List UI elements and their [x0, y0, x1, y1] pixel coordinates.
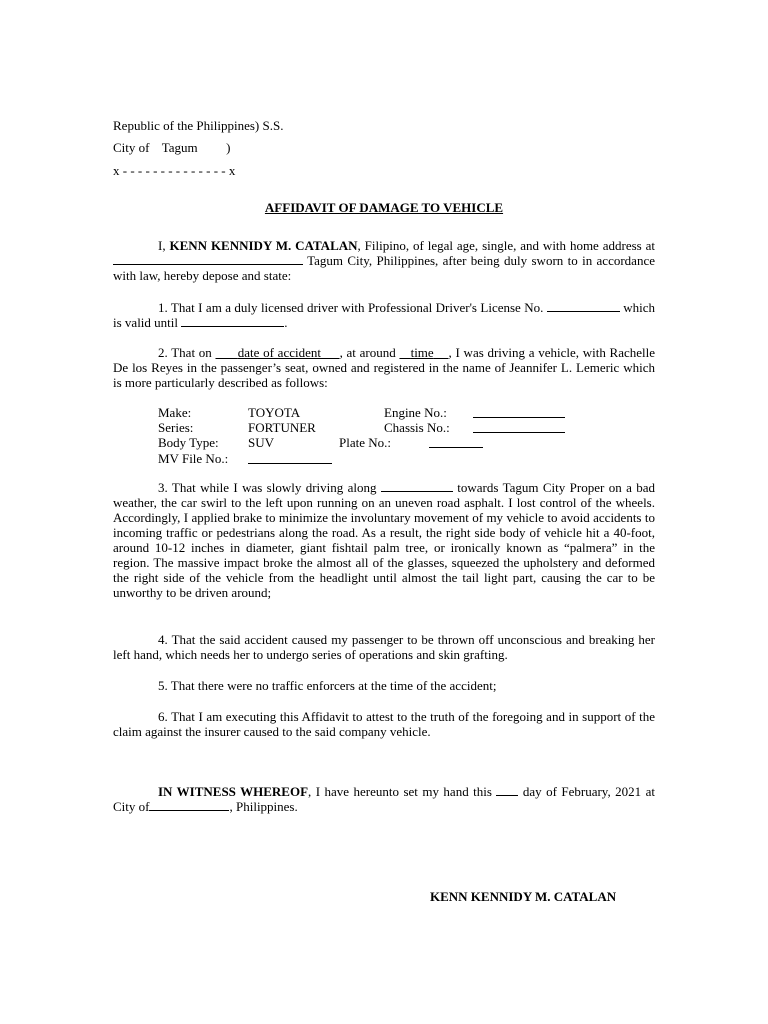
mv-file-blank — [248, 463, 332, 464]
paragraph-2 — [113, 345, 655, 390]
paragraph-4: 4. That the said accident caused my passenger to be thrown off unconscious and breaking her left hand, which needs her to undergo series of operations and skin grafting. — [113, 632, 655, 662]
road-blank — [381, 480, 453, 492]
city-close: ) — [226, 140, 231, 155]
paragraph-6: 6. That I am executing this Affidavit to attest to the truth of the foregoing and in support of the claim against the insurer caused to the said company vehicle. — [113, 709, 655, 739]
mv-file-label: MV File No.: — [158, 451, 229, 466]
document-title: AFFIDAVIT OF DAMAGE TO VEHICLE — [264, 200, 504, 215]
date-of-accident-field — [215, 345, 339, 360]
signature-name: KENN KENNIDY M. CATALAN — [430, 889, 617, 904]
license-no-blank — [547, 300, 620, 312]
intro-mid: , Filipino, of legal age, single, and with home address at — [357, 238, 655, 253]
intro-post: Tagum City, Philippines, after being duly sworn to in accordance with law, hereby depose and state: — [113, 253, 655, 283]
engine-label: Engine No.: — [384, 405, 447, 420]
body-type-label: Body Type: — [158, 435, 219, 450]
para2-post: , I was driving a vehicle, with Rachelle De los Reyes in the passenger’s seat, owned and registered in the name of Jeannifer L. Lemeric which is more particularly described as follows: — [113, 345, 656, 390]
engine-blank — [473, 417, 565, 418]
chassis-label: Chassis No.: — [384, 420, 450, 435]
para2-pre: 2. That on — [158, 345, 216, 360]
city-value: Tagum — [161, 140, 198, 155]
witness-post: , Philippines. — [229, 799, 298, 814]
para3-post: towards Tagum City Proper on a bad weather, the car swirl to the left upon running on an uneven road asphalt. I lost control of the wheels. Accordingly, I applied brake to minimize the involuntary movement of my vehicle to avoid accidents to incoming traffic or pedestrians along the road. As a result, the right side body of vehicle hit a 40-foot, around 10-12 inches in diameter, giant fishtail palm tree, or ironically known as “palmera” in the region. The massive impact broke the almost all of the glasses, squeezed the upholstery and deformed the right side of the vehicle from the headlight until almost the tail light part, causing the car to be unworthy to be driven around; — [113, 480, 655, 600]
affiant-name: KENN KENNIDY M. CATALAN — [169, 238, 358, 253]
intro-pre: I, — [158, 238, 170, 253]
make-label: Make: — [158, 405, 192, 420]
para1-mid: which is valid until — [113, 300, 655, 330]
plate-blank — [429, 447, 483, 448]
address-blank — [113, 253, 303, 265]
para3-pre: 3. That while I was slowly driving along — [158, 480, 381, 495]
witness-mid: day of February, 2021 at City of — [113, 784, 655, 814]
paragraph-3 — [113, 480, 655, 600]
para1-post: . — [284, 315, 288, 330]
paragraph-1 — [113, 300, 655, 330]
para1-pre: 1. That I am a duly licensed driver with Professional Driver's License No. — [158, 300, 547, 315]
plate-label: Plate No.: — [339, 435, 391, 450]
witness-pre: , I have hereunto set my hand this — [308, 784, 497, 799]
validity-blank — [181, 315, 284, 327]
series-value: FORTUNER — [248, 420, 316, 435]
intro-paragraph — [113, 238, 655, 283]
republic-line: Republic of the Philippines) S.S. — [113, 118, 284, 133]
city-label: City of — [113, 140, 150, 155]
witness-clause — [113, 784, 655, 814]
make-value: TOYOTA — [248, 405, 301, 420]
witness-bold: IN WITNESS WHEREOF — [158, 784, 309, 799]
paragraph-5: 5. That there were no traffic enforcers at the time of the accident; — [158, 678, 497, 693]
para2-mid: , at around — [339, 345, 400, 360]
chassis-blank — [473, 432, 565, 433]
city-line — [113, 140, 231, 155]
day-blank — [496, 784, 518, 796]
date-of-accident-text: date of accident — [237, 345, 321, 360]
body-type-value: SUV — [248, 435, 275, 450]
time-text: time — [410, 345, 434, 360]
series-label: Series: — [158, 420, 194, 435]
city-blank — [149, 799, 229, 811]
time-field — [399, 345, 448, 360]
separator-line: x - - - - - - - - - - - - - - x — [113, 163, 236, 178]
